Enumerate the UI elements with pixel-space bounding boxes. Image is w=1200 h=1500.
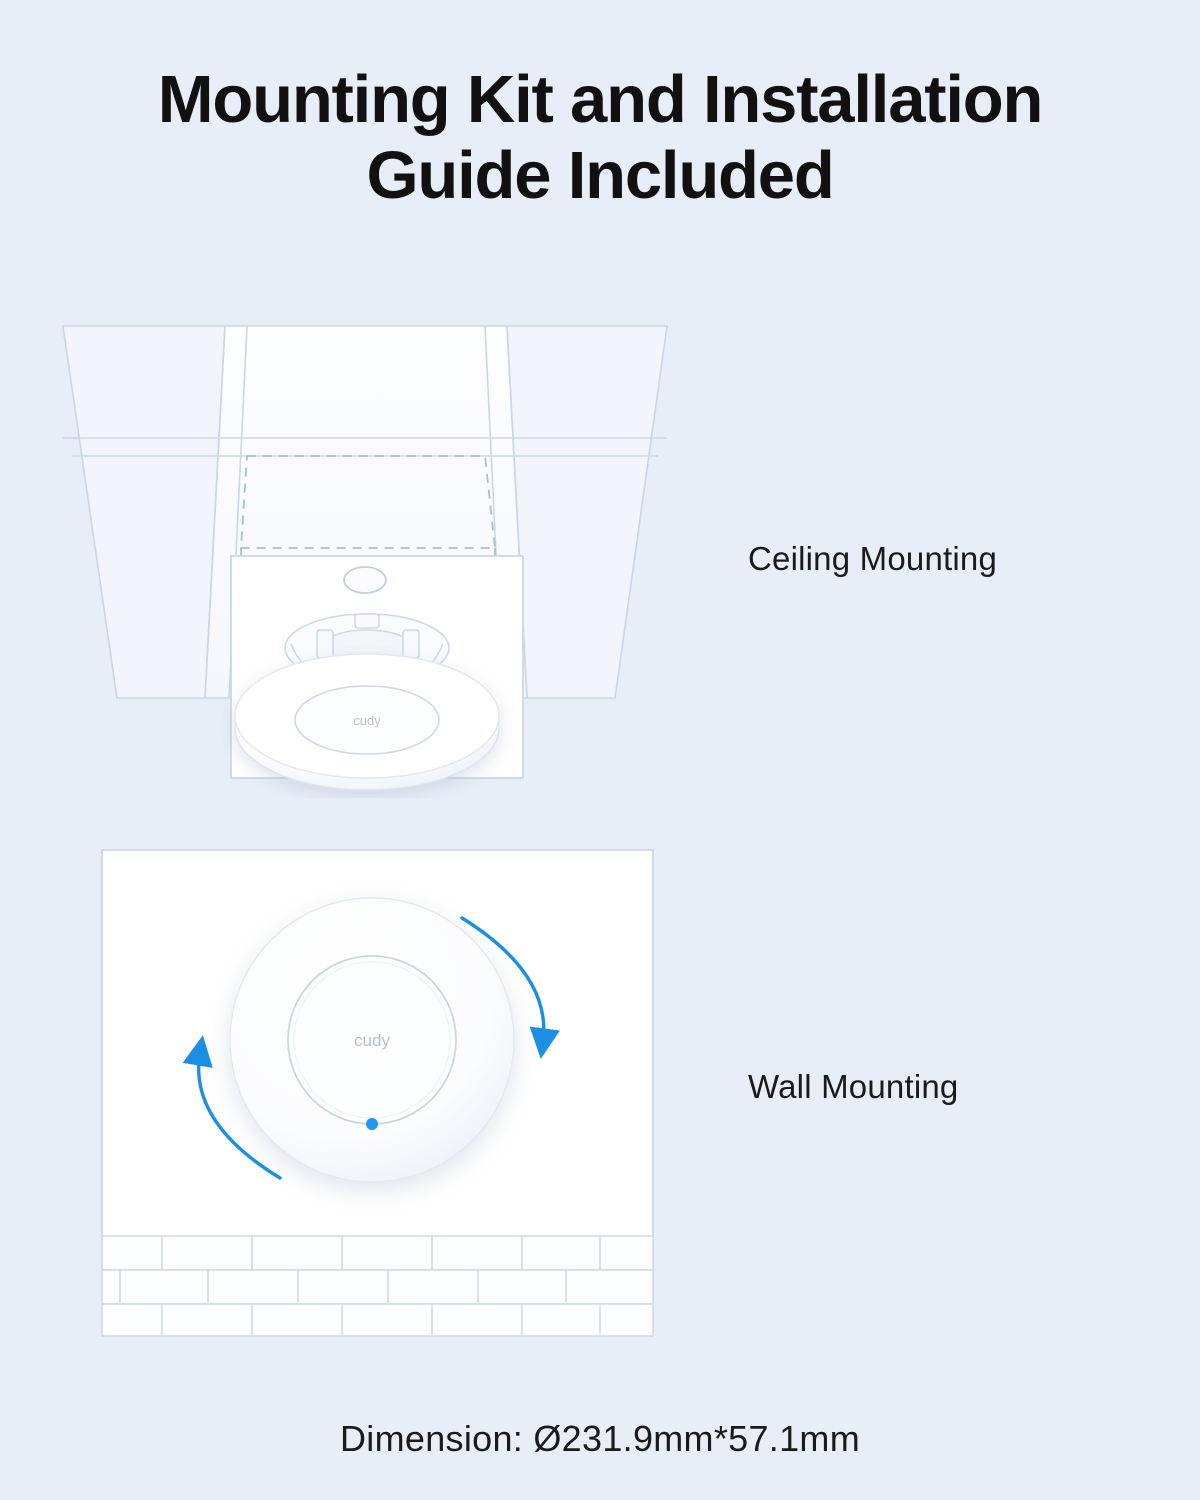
- access-point-device: [235, 654, 499, 790]
- device-brand-label-front: cudy: [354, 1031, 390, 1050]
- ceiling-mounting-svg: [55, 318, 675, 798]
- label-wall-mounting: Wall Mounting: [748, 1068, 959, 1105]
- page-title-line-1: Mounting Kit and Installation: [157, 62, 1043, 137]
- status-led-icon: [366, 1118, 378, 1130]
- wall-mounting-svg: [100, 848, 655, 1338]
- brick-wall: [102, 1236, 653, 1336]
- dimension-caption: Dimension: Ø231.9mm*57.1mm: [340, 1418, 860, 1459]
- page-title-line-2: Guide Included: [366, 137, 834, 213]
- access-point-device-front: [230, 898, 514, 1182]
- label-ceiling-mounting: Ceiling Mounting: [748, 540, 998, 577]
- ceiling-mounting-illustration: [55, 318, 675, 798]
- page-title: [0, 62, 1200, 213]
- wall-mounting-illustration: [100, 848, 655, 1338]
- device-brand-label: cudy: [353, 713, 381, 728]
